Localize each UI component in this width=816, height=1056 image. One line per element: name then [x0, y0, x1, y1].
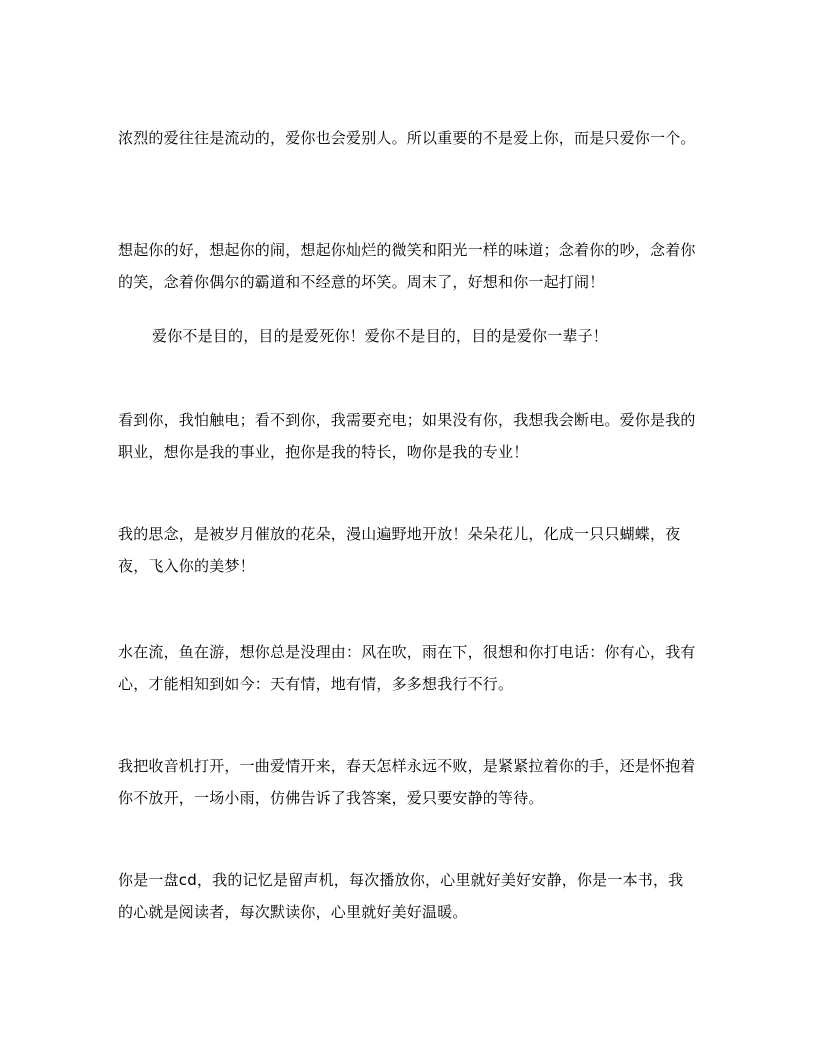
paragraph-4: 看到你，我怕触电；看不到你，我需要充电；如果没有你，我想我会断电。爱你是我的职业，想你是我的事业，抱你是我的特长，吻你是我的专业！	[118, 411, 696, 461]
paragraph-7: 我把收音机打开，一曲爱情开来，春天怎样永远不败，是紧紧拉着你的手，还是怀抱着你不放开，一场小雨，仿佛告诉了我答案，爱只要安静的等待。	[118, 757, 696, 807]
paragraph-6: 水在流，鱼在游，想你总是没理由：风在吹，雨在下，很想和你打电话：你有心，我有心，才能相知到如今：天有情，地有情，多多想我行不行。	[118, 643, 696, 693]
paragraph-1: 浓烈的爱往往是流动的，爱你也会爱别人。所以重要的不是爱上你，而是只爱你一个。	[118, 129, 696, 147]
paragraph-5: 我的思念，是被岁月催放的花朵，漫山遍野地开放！朵朵花儿，化成一只只蝴蝶，夜夜，飞入你的美梦！	[118, 525, 681, 575]
paragraph-2: 想起你的好，想起你的闹，想起你灿烂的微笑和阳光一样的味道；念着你的吵，念着你的笑，念着你偶尔的霸道和不经意的坏笑。周末了，好想和你一起打闹！	[118, 241, 696, 291]
paragraph-8: 你是一盘cd，我的记忆是留声机，每次播放你，心里就好美好安静，你是一本书，我的心就是阅读者，每次默读你，心里就好美好温暖。	[118, 871, 684, 921]
paragraph-3: 爱你不是目的，目的是爱死你！爱你不是目的，目的是爱你一辈子！	[152, 327, 609, 345]
